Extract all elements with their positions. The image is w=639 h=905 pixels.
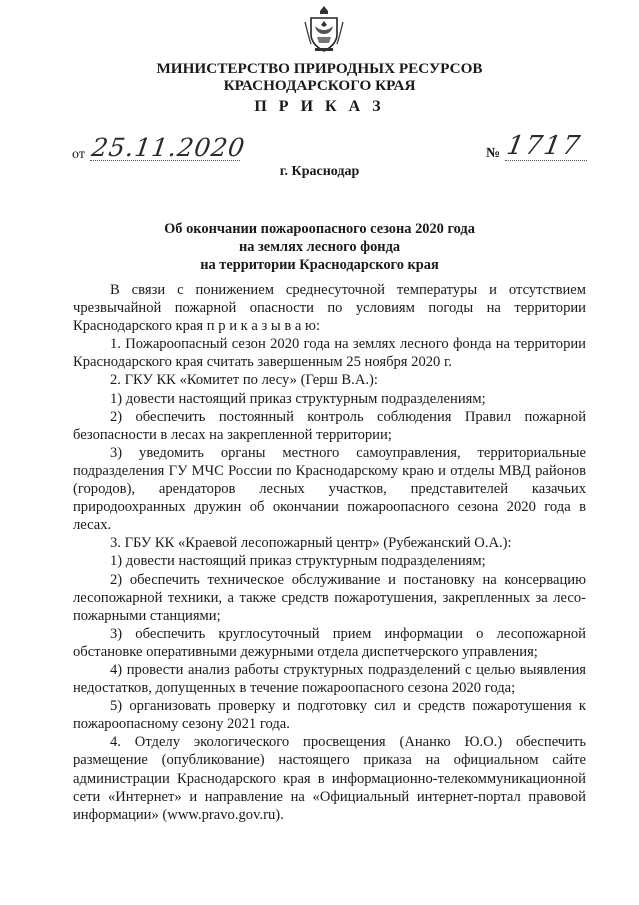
order-title: П Р И К А З	[254, 98, 385, 115]
ministry-name-line2: КРАСНОДАРСКОГО КРАЯ	[223, 77, 416, 94]
ministry-name-line1: МИНИСТЕРСТВО ПРИРОДНЫХ РЕСУРСОВ	[156, 60, 483, 77]
paragraph-2-item-2: 2) обеспечить постоянный контроль соблюдения Правил пожарной безопасности в лесах на закрепленной территории;	[73, 408, 586, 443]
paragraph-3-item-3: 3) обеспечить круглосуточный прием информации о лесопожарной обстановке оперативными дежурными отдела диспетчерского управления;	[73, 625, 586, 660]
paragraph-3-item-2: 2) обеспечить техническое обслуживание и постановку на консервацию лесопожарной техники, а также средств пожаротушения, закрепленных за лесо-пожарными станциями;	[73, 571, 586, 624]
paragraph-3: 3. ГБУ КК «Краевой лесопожарный центр» (Рубежанский О.А.):	[110, 535, 512, 552]
subject-line2: на землях лесного фонда	[238, 239, 401, 255]
date-underline	[90, 160, 240, 161]
intro-command: п р и к а з ы в а ю:	[206, 318, 321, 335]
paragraph-3-item-1: 1) довести настоящий приказ структурным подразделениям;	[110, 553, 486, 570]
city-name: г. Краснодар	[279, 164, 360, 179]
handwritten-order-number: 1717	[504, 131, 584, 161]
date-prefix: от	[72, 147, 85, 162]
paragraph-2-item-3: 3) уведомить органы местного самоуправления, территориальные подразделения ГУ МЧС России по Краснодарскому краю и отделы МВД районов (городов), арендаторов лесных участков, представителей казачьих природоохранных дружин об окончании пожароопасного сезона 2020 года в лесах.	[73, 444, 586, 534]
handwritten-date: 25.11.2020	[89, 133, 248, 162]
paragraph-3-item-5: 5) организовать проверку и подготовку сил и средств пожаротушения к пожароопасному сезону 2021 года.	[73, 698, 586, 733]
intro-text: В связи с понижением среднесуточной температуры и отсутствием чрезвычайной пожарной опасности по условиям погоды на территории Краснодарского края	[73, 282, 586, 335]
paragraph-1: 1. Пожароопасный сезон 2020 года на землях лесного фонда на территории Краснодарского края считать завершенным 25 ноября 2020 г.	[73, 336, 586, 371]
subject-line1: Об окончании пожароопасного сезона 2020 года	[164, 221, 475, 237]
paragraph-2-item-1: 1) довести настоящий приказ структурным подразделениям;	[110, 390, 486, 407]
subject-line3: на территории Краснодарского края	[200, 257, 439, 273]
paragraph-2: 2. ГКУ КК «Комитет по лесу» (Герш В.А.):	[110, 372, 378, 389]
number-underline	[505, 160, 587, 161]
coat-of-arms-emblem	[303, 4, 345, 54]
order-subject	[0, 220, 639, 274]
paragraph-4: 4. Отделу экологического просвещения (Ананко Ю.О.) обеспечить размещение (опубликование) настоящего приказа на официальном сайте администрации Краснодарского края в информационно-телекоммуникационной сети «Интернет» и направление на «Официальный интернет-портал правовой информации» (www.pravo.gov.ru).	[73, 734, 586, 823]
paragraph-3-item-4: 4) провести анализ работы структурных подразделений с целью выявления недостатков, допущенных в течение пожароопасного сезона 2020 года;	[73, 661, 586, 697]
number-prefix: №	[486, 146, 501, 161]
order-body	[73, 281, 586, 824]
intro-paragraph	[73, 281, 586, 335]
